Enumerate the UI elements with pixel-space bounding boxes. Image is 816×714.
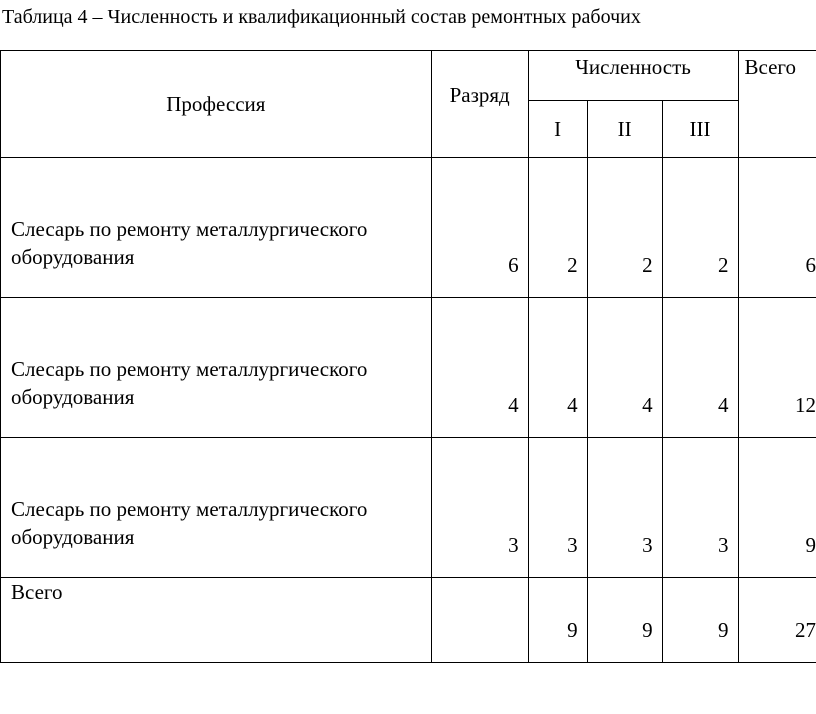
shift-1-cell: 2 <box>528 158 587 298</box>
summary-label: Всего <box>1 578 432 663</box>
shift-2-cell: 4 <box>587 298 662 438</box>
total-cell: 6 <box>738 158 816 298</box>
rank-cell: 6 <box>431 158 528 298</box>
header-count: Численность <box>528 51 738 101</box>
header-shift-2: II <box>587 101 662 158</box>
shift-3-cell: 3 <box>662 438 738 578</box>
shift-1-cell: 4 <box>528 298 587 438</box>
header-shift-1: I <box>528 101 587 158</box>
header-rank: Разряд <box>431 51 528 158</box>
shift-2-cell: 2 <box>587 158 662 298</box>
table-row <box>1 158 816 298</box>
total-cell: 9 <box>738 438 816 578</box>
table-row <box>1 438 816 578</box>
shift-3-cell: 4 <box>662 298 738 438</box>
summary-shift-3-cell: 9 <box>662 578 738 663</box>
table-row <box>1 298 816 438</box>
rank-cell: 3 <box>431 438 528 578</box>
profession-cell: Слесарь по ремонту металлургического оборудования <box>1 298 432 438</box>
summary-rank-cell <box>431 578 528 663</box>
summary-shift-2-cell: 9 <box>587 578 662 663</box>
table-caption: Таблица 4 – Численность и квалификационный состав ремонтных рабочих <box>2 6 641 28</box>
header-row-top <box>1 51 816 101</box>
profession-cell: Слесарь по ремонту металлургического оборудования <box>1 158 432 298</box>
staff-table <box>0 50 816 663</box>
summary-row <box>1 578 816 663</box>
shift-1-cell: 3 <box>528 438 587 578</box>
header-shift-3: III <box>662 101 738 158</box>
shift-3-cell: 2 <box>662 158 738 298</box>
header-profession: Профессия <box>1 51 432 158</box>
profession-cell: Слесарь по ремонту металлургического оборудования <box>1 438 432 578</box>
summary-shift-1-cell: 9 <box>528 578 587 663</box>
total-cell: 12 <box>738 298 816 438</box>
shift-2-cell: 3 <box>587 438 662 578</box>
rank-cell: 4 <box>431 298 528 438</box>
header-total: Всего <box>738 51 816 158</box>
summary-total-cell: 27 <box>738 578 816 663</box>
